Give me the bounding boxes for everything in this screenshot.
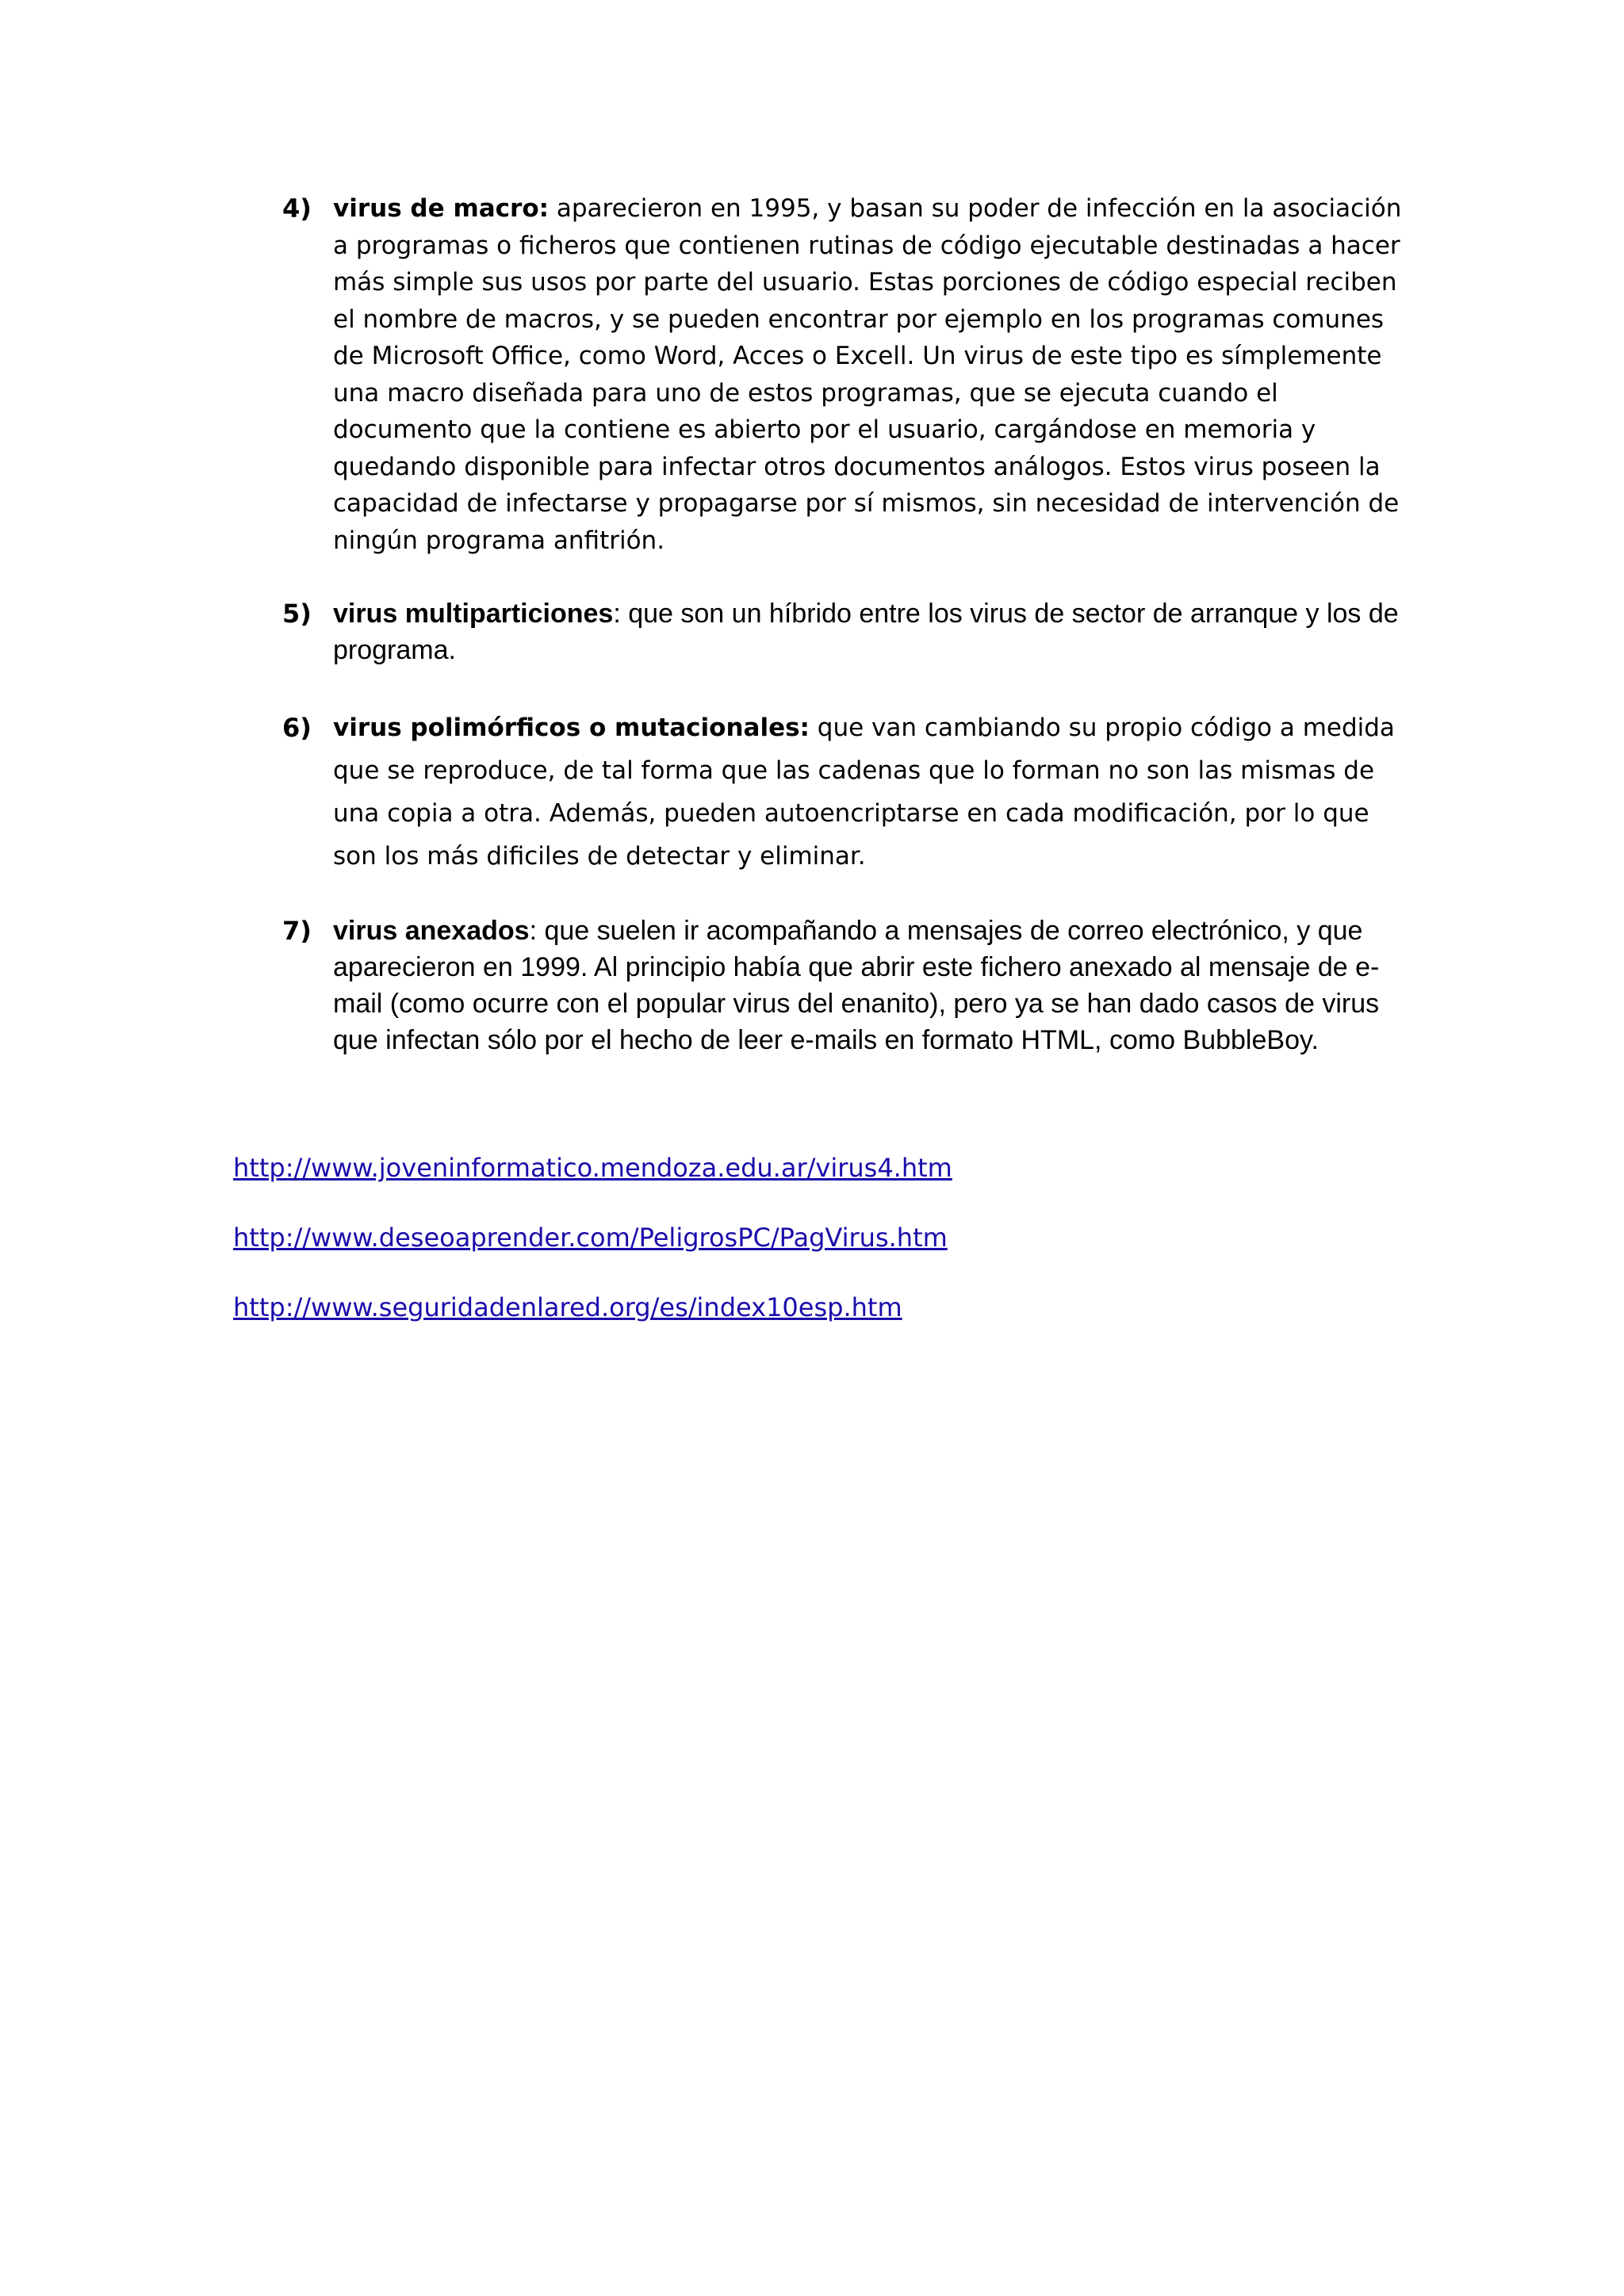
list-item-term: virus anexados <box>333 916 530 946</box>
reference-link-joveninformatico[interactable]: http://www.joveninformatico.mendoza.edu.ar/virus4.htm <box>233 1153 952 1183</box>
list-item-term: virus de macro: <box>333 194 550 223</box>
list-item-text: aparecieron en 1995, y basan su poder de infección en la asociación a programas o ficheros que contienen rutinas de código ejecutable destinadas a hacer más simple sus usos por parte del usuario. Estas porciones de código especial reciben el nombre de macros, y se pueden encontrar por ejemplo en los programas comunes de Microsoft Office, como Word, Acces o Excell. Un virus de este tipo es símplemente una macro diseñada para uno de estos programas, que se ejecuta cuando el documento que la contiene es abierto por el usuario, cargándose en memoria y quedando disponible para infectar otros documentos análogos. Estos virus poseen la capacidad de infectarse y propagarse por sí mismos, sin necesidad de intervención de ningún programa anfitrión. <box>333 194 1402 555</box>
list-item-number: 4) <box>282 193 312 224</box>
reference-links <box>233 1150 1423 1359</box>
list-item-term: virus polimórficos o mutacionales: <box>333 714 810 742</box>
list-item-macro-virus <box>282 190 1408 559</box>
list-item-term: virus multiparticiones <box>333 599 614 629</box>
list-item-number: 7) <box>282 916 312 946</box>
list-item-text: que van cambiando su propio código a medida que se reproduce, de tal forma que las cadenas que lo forman no son las mismas de una copia a otra. Además, pueden autoencriptarse en cada modificación, por lo que son los más dificiles de detectar y eliminar. <box>333 714 1395 871</box>
list-item-multipartition-virus <box>282 595 1408 668</box>
list-item-attached-virus <box>282 913 1408 1058</box>
reference-link-seguridadenlared[interactable]: http://www.seguridadenlared.org/es/index10esp.htm <box>233 1292 902 1322</box>
list-item-text: : que suelen ir acompañando a mensajes de correo electrónico, y que aparecieron en 1999. Al principio había que abrir este fichero anexado al mensaje de e-mail (como ocurre con el popular virus del enanito), pero ya se han dado casos de virus que infectan sólo por el hecho de leer e-mails en formato HTML, como BubbleBoy. <box>333 916 1380 1055</box>
list-item-text: : que son un híbrido entre los virus de sector de arranque y los de programa. <box>333 599 1399 665</box>
list-item-number: 6) <box>282 713 312 743</box>
reference-link-deseoaprender[interactable]: http://www.deseoaprender.com/PeligrosPC/PagVirus.htm <box>233 1223 948 1253</box>
list-item-polymorphic-virus <box>282 706 1408 878</box>
list-item-number: 5) <box>282 599 312 629</box>
virus-types-list <box>282 190 1408 1058</box>
